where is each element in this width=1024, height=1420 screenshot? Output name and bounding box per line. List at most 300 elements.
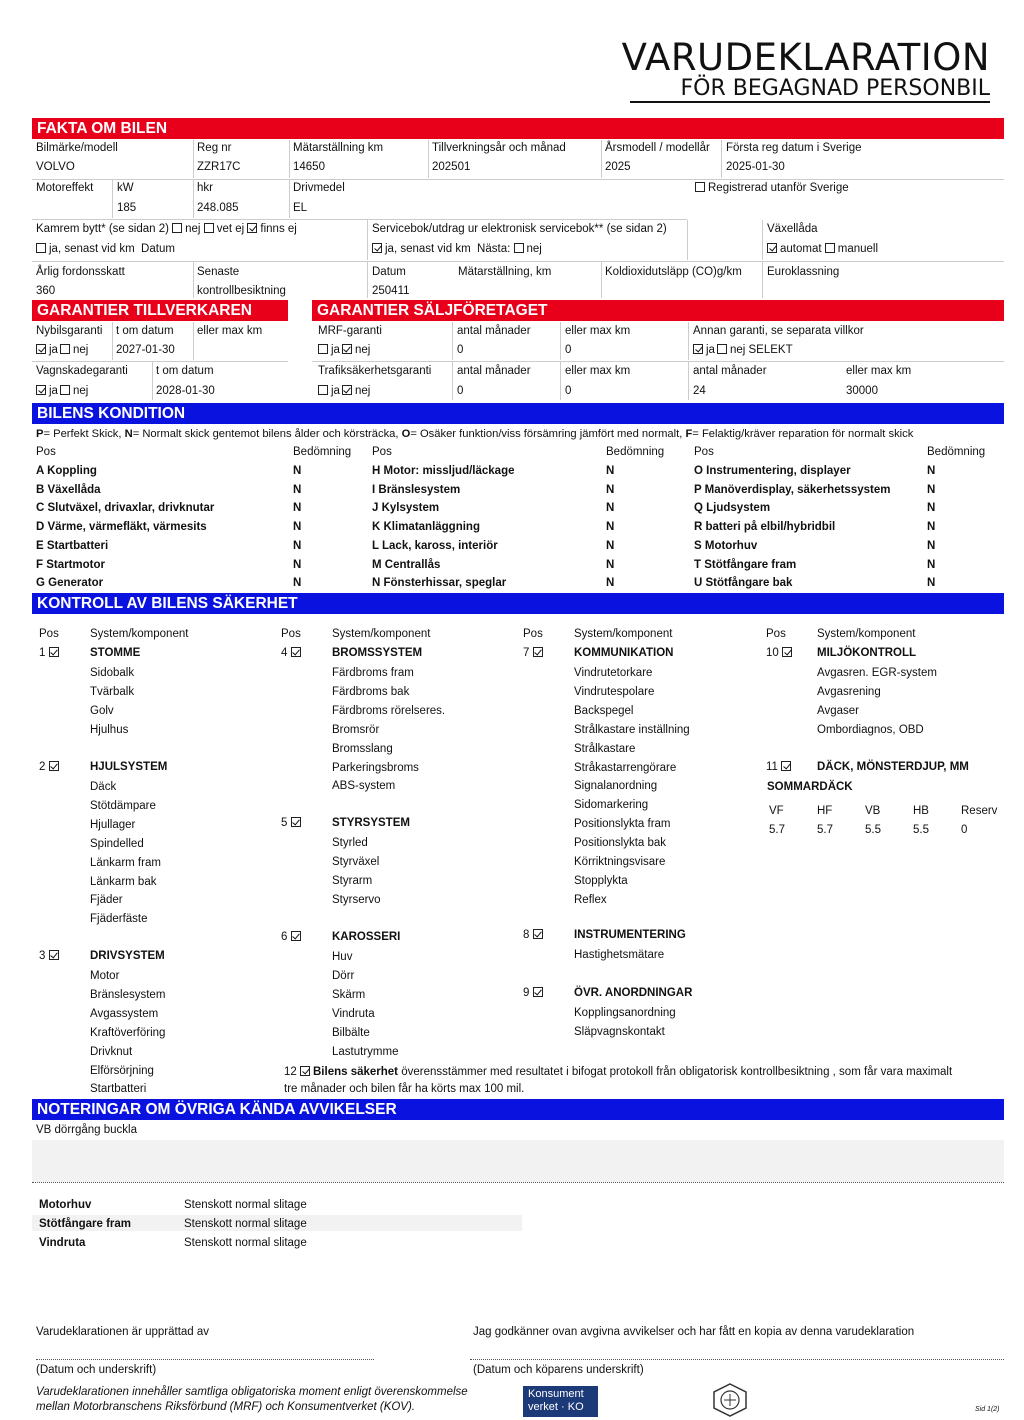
label-utanfor: Registrerad utanför Sverige — [708, 182, 849, 194]
label-regnr: Reg nr — [197, 142, 232, 154]
trafik-ja-label: ja — [331, 385, 340, 397]
sak-pos-4 — [281, 647, 304, 660]
logo-line2: verket · KO — [528, 1401, 584, 1413]
sak-item: Styrarm — [332, 874, 373, 887]
sak-pos-8 — [523, 929, 546, 942]
kondition-value: N — [293, 577, 302, 590]
trafik-ja-checkbox[interactable] — [318, 385, 328, 395]
kondition-item: K Klimatanläggning — [372, 521, 480, 534]
value-selekt: SELEKT — [748, 344, 793, 356]
tyre-header: VB — [865, 805, 881, 817]
tyre-header: HB — [913, 805, 929, 817]
value-regnr: ZZR17C — [197, 161, 241, 173]
title-rule — [630, 101, 990, 103]
value-trafik-man: 0 — [457, 385, 464, 397]
sak-item: Parkeringsbroms — [332, 761, 419, 774]
sak-item: Positionslykta bak — [574, 837, 667, 850]
footer-sign2: (Datum och köparens underskrift) — [473, 1364, 644, 1376]
value-mrf-man: 0 — [457, 344, 464, 356]
sak-item: Ombordiagnos, OBD — [817, 723, 924, 736]
sak-item: Vindrutetorkare — [574, 667, 653, 679]
tyre-value: 5.5 — [913, 824, 929, 836]
note-description: Stenskott normal slitage — [184, 1199, 307, 1211]
footer-upprattad: Varudeklarationen är upprättad av — [36, 1326, 210, 1338]
nybil-ja-checkbox[interactable] — [36, 344, 46, 354]
kondition-item: H Motor: missljud/läckage — [372, 465, 515, 477]
kondition-item: L Lack, kaross, interiör — [372, 539, 498, 552]
service-row — [372, 243, 542, 256]
p12-text: överensstämmer med resultatet i bifogat protokoll från obligatorisk kontrollbesiktning , som får vara maximalt — [398, 1066, 953, 1078]
section-kondition-header: BILENS KONDITION — [32, 403, 1004, 424]
value-bilmarke: VOLVO — [36, 161, 75, 173]
footer-note2: mellan Motorbranschens Riksförbund (MRF) och Konsumentverket (KOV). — [36, 1401, 416, 1413]
sak-checkbox[interactable] — [782, 647, 792, 657]
kamrem-ja-label: ja, senast vid km — [49, 243, 135, 255]
sak-pos-number: 8 — [523, 929, 533, 941]
sak-item: Positionslykta fram — [574, 818, 671, 831]
sak-pos-1 — [39, 647, 62, 660]
sak-item: Bilbälte — [332, 1026, 370, 1039]
value-vagn-datum: 2028-01-30 — [156, 385, 215, 397]
trafik-nej-label: nej — [354, 385, 371, 397]
value-skatt: 360 — [36, 285, 56, 297]
label-annan-antal: antal månader — [693, 365, 767, 377]
sak-checkbox[interactable] — [291, 931, 301, 941]
annan-nej-checkbox[interactable] — [717, 344, 727, 354]
tyre-value: 5.7 — [817, 824, 833, 836]
value-mrf-km: 0 — [565, 344, 572, 356]
sak-item: Bromsrör — [332, 723, 380, 736]
mrf-nej-label: nej — [354, 344, 371, 356]
kamrem-finnsej-label: finns ej — [260, 223, 297, 235]
legend-text-3: = Felaktig/kräver reparation för normalt skick — [692, 428, 914, 440]
legend-text-1: = Normalt skick gentemot bilens ålder och körsträcka, — [132, 428, 402, 440]
sak-item: Vindrutespolare — [574, 685, 655, 698]
label-mrf: MRF-garanti — [318, 325, 382, 337]
sak-item: Spindelled — [90, 837, 144, 850]
sak-checkbox[interactable] — [533, 987, 543, 997]
kondition-item: C Slutväxel, drivaxlar, drivknutar — [36, 502, 215, 515]
sak-item: Färdbroms fram — [332, 667, 414, 679]
sak-group-title: INSTRUMENTERING — [574, 929, 686, 941]
value-hkr: 248.085 — [197, 202, 239, 214]
label-mrf-maxkm: eller max km — [565, 325, 631, 337]
sak-pos-11 — [766, 761, 794, 774]
label-matar: Mätarställning km — [293, 142, 384, 154]
sak-item: Fjäderfäste — [90, 913, 148, 926]
sak-item: Sidobalk — [90, 667, 135, 679]
kamrem-vetej-checkbox[interactable] — [204, 223, 214, 233]
sak-pos-number: 3 — [39, 950, 49, 962]
sak-pos-6 — [281, 931, 304, 944]
sak-checkbox[interactable] — [49, 647, 59, 657]
label-forsta: Första reg datum i Sverige — [726, 142, 862, 154]
value-matar: 14650 — [293, 161, 325, 173]
label-kontroll: kontrollbesiktning — [197, 285, 286, 297]
trafik-nej-checkbox[interactable] — [342, 385, 352, 395]
sak-item: Styrled — [332, 837, 368, 849]
p12-num: 12 — [284, 1066, 297, 1078]
utanfor-checkbox-row[interactable] — [695, 182, 849, 195]
mrf-ja-label: ja — [331, 344, 340, 356]
kondition-value: N — [293, 539, 302, 552]
label-annan-maxkm: eller max km — [846, 365, 912, 377]
sak-item: Golv — [90, 704, 114, 717]
sak-group-title: HJULSYSTEM — [90, 761, 168, 773]
sak-item: Hjulhus — [90, 723, 129, 736]
sak-pos-2 — [39, 761, 62, 774]
sak-pos-9 — [523, 987, 546, 1000]
label-trafik-antal: antal månader — [457, 365, 531, 377]
kond-pos-label-2: Pos — [372, 446, 392, 458]
value-drivmedel: EL — [293, 202, 308, 214]
label-service: Servicebok/utdrag ur elektronisk servicebok** (se sidan 2) — [372, 223, 667, 235]
kondition-value: N — [293, 483, 302, 496]
p12-row — [284, 1066, 952, 1079]
manuell-label: manuell — [837, 243, 879, 255]
sak-item: Länkarm fram — [90, 856, 161, 869]
kondition-item: B Växellåda — [36, 483, 101, 496]
value-nybil-datum: 2027-01-30 — [116, 344, 175, 356]
sak-item: Vindruta — [332, 1007, 375, 1020]
sak-item: Släpvagnskontakt — [574, 1025, 665, 1038]
kamrem-nej-label: nej — [185, 223, 201, 235]
kond-bed-label-2: Bedömning — [606, 446, 665, 458]
sak-sys-label: System/komponent — [90, 628, 189, 640]
kamrem-datum-label: Datum — [141, 243, 175, 255]
kondition-item: T Stötfångare fram — [694, 558, 797, 571]
vagn-ja-nej — [36, 385, 88, 398]
label-vagn-tom: t om datum — [156, 365, 214, 377]
sak-pos-number: 10 — [766, 647, 782, 659]
footer-sign1: (Datum och underskrift) — [36, 1364, 157, 1376]
note-component: Motorhuv — [39, 1199, 92, 1211]
sak-checkbox[interactable] — [291, 647, 301, 657]
label-kw: kW — [117, 182, 134, 194]
tyre-header: VF — [769, 805, 784, 817]
sak-item: Skärm — [332, 988, 366, 1001]
kondition-item: S Motorhuv — [694, 539, 758, 552]
kondition-item: N Fönsterhissar, speglar — [372, 577, 507, 590]
sak-item: Motor — [90, 970, 120, 982]
kondition-item: F Startmotor — [36, 558, 105, 571]
label-senaste: Senaste — [197, 266, 240, 278]
sak-item: Strålkastare — [574, 742, 636, 755]
sak-pos-number: 7 — [523, 647, 533, 659]
sak-item: Hjullager — [90, 818, 136, 831]
utanfor-checkbox[interactable] — [695, 182, 705, 192]
value-arsmodell: 2025 — [605, 161, 631, 173]
sak-item: Stråkastarrengörare — [574, 761, 677, 774]
kond-pos-label-1: Pos — [36, 446, 56, 458]
kondition-value: N — [927, 502, 936, 515]
sak-pos-label: Pos — [281, 628, 301, 640]
kondition-value: N — [293, 465, 302, 477]
footer-godkanner: Jag godkänner ovan avgivna avvikelser och har fått en kopia av denna varudeklaration — [473, 1326, 915, 1338]
sak-group-title: KOMMUNIKATION — [574, 647, 674, 659]
vagn-nej-checkbox[interactable] — [60, 385, 70, 395]
sak-pos-5 — [281, 817, 304, 830]
kamrem-ja-checkbox[interactable] — [36, 243, 46, 253]
label-motoreffekt: Motoreffekt — [36, 182, 94, 194]
service-ja-label: ja, senast vid km — [385, 243, 471, 255]
automat-label: automat — [780, 243, 822, 255]
sommardack-label: SOMMARDÄCK — [767, 781, 853, 793]
kond-bed-label-3: Bedömning — [927, 446, 986, 458]
tyre-value: 0 — [961, 824, 968, 836]
label-kamrem: Kamrem bytt* (se sidan 2) — [36, 223, 169, 235]
kondition-item: J Kylsystem — [372, 502, 440, 515]
sak-item: Kopplingsanordning — [574, 1007, 676, 1019]
value-annan-man: 24 — [693, 385, 706, 397]
sak-group-title: MILJÖKONTROLL — [817, 647, 917, 659]
sak-checkbox[interactable] — [49, 761, 59, 771]
sak-group-title: BROMSSYSTEM — [332, 647, 423, 659]
kondition-value: N — [927, 465, 936, 477]
sak-item: Huv — [332, 951, 353, 963]
value-trafik-km: 0 — [565, 385, 572, 397]
note-description: Stenskott normal slitage — [184, 1218, 307, 1230]
vagn-nej-label: nej — [72, 385, 89, 397]
sak-checkbox[interactable] — [49, 950, 59, 960]
kondition-item: G Generator — [36, 577, 104, 590]
label-bilmarke: Bilmärke/modell — [36, 142, 118, 154]
kondition-item: M Centrallås — [372, 558, 441, 571]
sak-item: Drivknut — [90, 1045, 133, 1058]
kond-bed-label-1: Bedömning — [293, 446, 352, 458]
footer-note1: Varudeklarationen innehåller samtliga obligatoriska moment enligt överenskommelse — [36, 1386, 468, 1398]
konsumentverket-logo — [523, 1386, 598, 1417]
annan-ja-label: ja — [706, 344, 715, 356]
sak-item: Länkarm bak — [90, 875, 157, 888]
label-vaxel: Växellåda — [767, 223, 818, 235]
nybil-ja-nej — [36, 344, 88, 357]
kondition-value: N — [927, 483, 936, 496]
kondition-value: N — [293, 502, 302, 515]
manuell-checkbox[interactable] — [825, 243, 835, 253]
kondition-item: D Värme, värmefläkt, värmesits — [36, 521, 207, 534]
sak-pos-label: Pos — [766, 628, 786, 640]
annan-ja-checkbox[interactable] — [693, 344, 703, 354]
sak-item: Däck — [90, 781, 117, 793]
legend-key-3: F — [685, 428, 693, 440]
automat-checkbox[interactable] — [767, 243, 777, 253]
kondition-value: N — [606, 577, 615, 590]
label-tillv: Tillverkningsår och månad — [432, 142, 566, 154]
sak-item: Sidomarkering — [574, 799, 649, 812]
label-skatt: Årlig fordonsskatt — [36, 266, 125, 278]
mrf-ja-checkbox[interactable] — [318, 344, 328, 354]
legend-text-0: = Perfekt Skick, — [43, 428, 125, 440]
trafik-ja-nej — [318, 385, 370, 398]
p12-bold: Bilens säkerhet — [313, 1066, 399, 1078]
sak-item: Dörr — [332, 969, 355, 982]
note-component: Vindruta — [39, 1237, 86, 1249]
kondition-item: Q Ljudsystem — [694, 502, 771, 515]
sak-group-title: ÖVR. ANORDNINGAR — [574, 987, 693, 999]
annan-ja-nej — [693, 344, 793, 357]
kondition-item: I Bränslesystem — [372, 483, 461, 496]
sak-item: Bränslesystem — [90, 988, 166, 1001]
label-vagn: Vagnskadegaranti — [36, 365, 128, 377]
kond-pos-label-3: Pos — [694, 446, 714, 458]
sak-pos-number: 11 — [766, 761, 782, 773]
sak-item: Strålkastare inställning — [574, 723, 690, 736]
sak-checkbox[interactable] — [533, 647, 543, 657]
kondition-value: N — [606, 539, 615, 552]
note-description: Stenskott normal slitage — [184, 1237, 307, 1249]
vagn-ja-label: ja — [49, 385, 58, 397]
page-number: Sid 1(2) — [975, 1406, 1000, 1413]
kondition-value: N — [606, 502, 615, 515]
label-mrf-antal: antal månader — [457, 325, 531, 337]
kondition-item: A Koppling — [36, 465, 97, 477]
tyre-value: 5.5 — [865, 824, 881, 836]
kondition-value: N — [606, 521, 615, 534]
kamrem-ja-row — [36, 243, 175, 256]
sak-item: Styrservo — [332, 893, 381, 906]
kondition-value: N — [606, 465, 615, 477]
sak-checkbox[interactable] — [291, 817, 301, 827]
sak-pos-number: 9 — [523, 987, 533, 999]
label-besikt-datum: Datum — [372, 266, 406, 278]
sak-item: Backspegel — [574, 704, 634, 717]
sak-pos-10 — [766, 647, 795, 660]
sak-item: Bromsslang — [332, 742, 393, 755]
sak-pos-label: Pos — [523, 628, 543, 640]
sak-group-title: DÄCK, MÖNSTERDJUP, MM — [817, 761, 969, 773]
sak-sys-label: System/komponent — [574, 628, 673, 640]
section-garanti-salj-header: GARANTIER SÄLJFÖRETAGET — [312, 300, 1004, 321]
p12-checkbox[interactable] — [300, 1066, 310, 1076]
nybil-nej-checkbox[interactable] — [60, 344, 70, 354]
tyre-header: Reserv — [961, 805, 998, 817]
label-euro: Euroklassning — [767, 266, 840, 278]
sak-sys-label: System/komponent — [817, 628, 916, 640]
sak-pos-7 — [523, 647, 546, 660]
sak-item: Tvärbalk — [90, 685, 135, 698]
sak-item: Reflex — [574, 893, 607, 906]
kamrem-nej-checkbox[interactable] — [172, 223, 182, 233]
sak-item: Avgaser — [817, 704, 859, 717]
sak-item: Avgassystem — [90, 1007, 159, 1020]
label-nybil-maxkm: eller max km — [197, 325, 263, 337]
sak-group-title: STYRSYSTEM — [332, 817, 410, 829]
doc-subtitle: FÖR BEGAGNAD PERSONBIL — [680, 76, 990, 101]
sak-pos-number: 6 — [281, 931, 291, 943]
label-nybil-tom: t om datum — [116, 325, 174, 337]
sak-pos-number: 5 — [281, 817, 291, 829]
label-nybil: Nybilsgaranti — [36, 325, 103, 337]
sak-pos-label: Pos — [39, 628, 59, 640]
kondition-legend — [36, 428, 913, 441]
kondition-value: N — [927, 521, 936, 534]
service-nej-label: nej — [526, 243, 542, 255]
kamrem-vetej-label: vet ej — [216, 223, 245, 235]
sak-item: Avgasren. EGR-system — [817, 667, 937, 679]
kondition-item: P Manöverdisplay, säkerhetssystem — [694, 483, 891, 496]
sak-group-title: DRIVSYSTEM — [90, 950, 165, 962]
sak-item: Elförsörjning — [90, 1064, 154, 1077]
legend-text-2: = Osäker funktion/viss försämring jämfört med normalt, — [410, 428, 686, 440]
sak-checkbox[interactable] — [781, 761, 791, 771]
sak-item: Styrväxel — [332, 855, 380, 868]
nybil-nej-label: nej — [72, 344, 89, 356]
legend-key-2: O — [401, 428, 411, 440]
service-nasta-label: Nästa: — [477, 243, 511, 255]
value-annan-km: 30000 — [846, 385, 878, 397]
sak-item: ABS-system — [332, 780, 396, 793]
mrf-emblem-icon — [710, 1382, 750, 1418]
kondition-value: N — [293, 558, 302, 571]
sak-pos-number: 4 — [281, 647, 291, 659]
kondition-value: N — [927, 558, 936, 571]
label-drivmedel: Drivmedel — [293, 182, 345, 194]
sak-checkbox[interactable] — [533, 929, 543, 939]
sak-group-title: KAROSSERI — [332, 931, 401, 943]
p12-text2: tre månader och bilen får ha körts max 100 mil. — [284, 1083, 525, 1095]
sak-item: Kraftöverföring — [90, 1026, 166, 1039]
kondition-item: U Stötfångare bak — [694, 577, 793, 590]
kondition-item: R batteri på elbil/hybridbil — [694, 521, 836, 534]
label-matar2: Mätarställning, km — [458, 266, 552, 278]
kondition-item: E Startbatteri — [36, 539, 109, 552]
kondition-value: N — [606, 483, 615, 496]
sak-item: Hastighetsmätare — [574, 949, 665, 961]
value-tillv: 202501 — [432, 161, 471, 173]
logo-line1: Konsument — [528, 1388, 584, 1400]
legend-key-1: N — [124, 428, 133, 440]
section-garanti-tillv-header: GARANTIER TILLVERKAREN — [32, 300, 288, 321]
kondition-value: N — [293, 521, 302, 534]
nybil-ja-label: ja — [49, 344, 58, 356]
mrf-ja-nej — [318, 344, 370, 357]
sak-item: Fjäder — [90, 894, 123, 907]
sak-item: Avgasrening — [817, 685, 881, 698]
service-ja-checkbox[interactable] — [372, 243, 382, 253]
sak-pos-number: 1 — [39, 647, 49, 659]
notering-text: VB dörrgång buckla — [36, 1124, 138, 1136]
doc-title: VARUDEKLARATION — [621, 36, 990, 79]
kamrem-row — [36, 223, 297, 236]
sak-item: Färdbroms rörelseres. — [332, 704, 446, 717]
section-sakerhet-header: KONTROLL AV BILENS SÄKERHET — [32, 593, 1004, 614]
label-co: Koldioxidutsläpp (CO)g/km — [605, 266, 742, 278]
sak-item: Stötdämpare — [90, 799, 156, 812]
service-nej-checkbox[interactable] — [514, 243, 524, 253]
sak-sys-label: System/komponent — [332, 628, 431, 640]
notering-area — [32, 1140, 1004, 1182]
tyre-header: HF — [817, 805, 833, 817]
value-forsta: 2025-01-30 — [726, 161, 785, 173]
label-hkr: hkr — [197, 182, 213, 194]
vagn-ja-checkbox[interactable] — [36, 385, 46, 395]
kamrem-finnsej-checkbox[interactable] — [247, 223, 257, 233]
label-trafik-maxkm: eller max km — [565, 365, 631, 377]
section-noteringar-header: NOTERINGAR OM ÖVRIGA KÄNDA AVVIKELSER — [32, 1099, 1004, 1120]
tyre-value: 5.7 — [769, 824, 785, 836]
legend-key-0: P — [36, 428, 44, 440]
sak-pos-number: 2 — [39, 761, 49, 773]
label-arsmodell: Årsmodell / modellår — [605, 142, 710, 154]
mrf-nej-checkbox[interactable] — [342, 344, 352, 354]
sak-pos-3 — [39, 950, 62, 963]
value-besikt-datum: 250411 — [372, 285, 410, 297]
sak-group-title: STOMME — [90, 647, 141, 659]
vaxel-row — [767, 243, 878, 256]
sak-item: Körriktningsvisare — [574, 856, 666, 868]
annan-nej-label: nej — [729, 344, 746, 356]
